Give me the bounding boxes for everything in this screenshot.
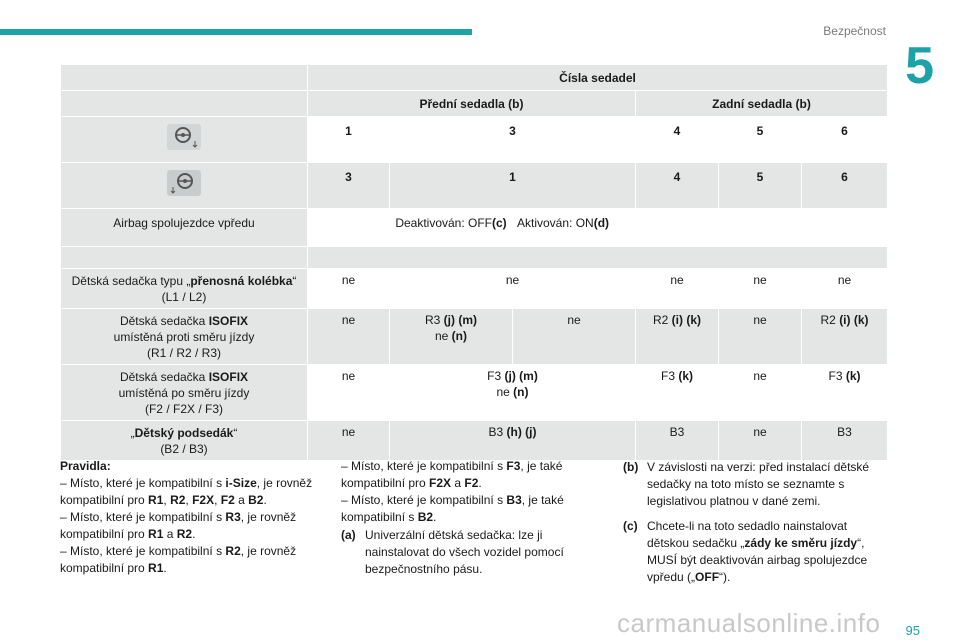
airbag-on-icon [167,124,201,154]
footnote-a: (a) Univerzální dětská sedačka: lze ji nainstalovat do všech vozidel pomocí bezpečnostního pásu. [341,528,564,576]
page-number: 95 [905,623,920,638]
rule-1: – Místo, které je kompatibilní s i-Size, je rovněž kompatibilní pro R1, R2, F2X, F2 a B2. [60,476,313,507]
footnote-c: (c) Chcete-li na toto sedadlo nainstalovat dětskou sedačku „zády ke směru jízdy“, MUSÍ být deaktivován airbag spolujezdce vpředu („OFF“). [623,519,868,584]
table-spacer-row [61,247,888,269]
seat-compatibility-table [60,64,887,461]
table-row: Dětská sedačka ISOFIX umístěná po směru jízdy (F2 / F2X / F3) ne F3 (j) (m) ne (n) F3 (k) ne F3 (k) [61,365,888,421]
table-row: „Dětský podsedák“ (B2 / B3) ne B3 (h) (j) B3 ne B3 [61,421,888,461]
front-seats-label: Přední sedadla (b) [308,91,636,117]
rules-notes-continued [341,458,601,578]
table-row [61,209,888,247]
table-subheader-row [61,91,888,117]
table-row: 1 3 4 5 6 [61,117,888,163]
seat-numbers-title: Čísla sedadel [308,65,888,91]
airbag-off-cell: Deaktivován: OFF(c) [390,209,513,247]
watermark: carmanualsonline.info [617,608,881,638]
rule-4: – Místo, které je kompatibilní s F3, je také kompatibilní pro F2X a F2. [341,459,563,490]
header-accent-bar [0,29,472,35]
rule-5: – Místo, které je kompatibilní s B3, je také kompatibilní s B2. [341,493,564,524]
airbag-off-icon [167,170,201,200]
airbag-label: Airbag spolujezdce vpředu [61,209,308,247]
airbag-on-cell: Aktivován: ON(d) [513,209,636,247]
table-row: Dětská sedačka ISOFIX umístěná proti směru jízdy (R1 / R2 / R3) ne R3 (j) (m) ne (n) ne R2 (i) (k) ne R2 (i) (k) [61,309,888,365]
chapter-number: 5 [905,37,934,95]
table-header-row [61,65,888,91]
table-row: 3 1 4 5 6 [61,163,888,209]
rules-notes: Pravidla: – Místo, které je kompatibilní s i-Size, je rovněž kompatibilní pro R1, R2, F2X, F2 a B2. – Místo, které je kompatibilní s R3, je rovněž kompatibilní pro R1 a R2. – Místo, které je kompatibilní s R2, je rovněž kompatibilní pro R1. [60,458,322,577]
rule-2: – Místo, které je kompatibilní s R3, je rovněž kompatibilní pro R1 a R2. [60,510,297,541]
table-row: Dětská sedačka typu „přenosná kolébka“ (L1 / L2) ne ne ne ne ne [61,269,888,309]
footnote-b: (b) V závislosti na verzi: před instalací dětské sedačky na toto místo se seznamte s legislativou platnou v dané zemi. [623,460,870,508]
rear-seats-label: Zadní sedadla (b) [636,91,888,117]
footnotes [623,458,885,586]
section-title: Bezpečnost [823,24,886,38]
rule-3: – Místo, které je kompatibilní s R2, je rovněž kompatibilní pro R1. [60,544,297,575]
